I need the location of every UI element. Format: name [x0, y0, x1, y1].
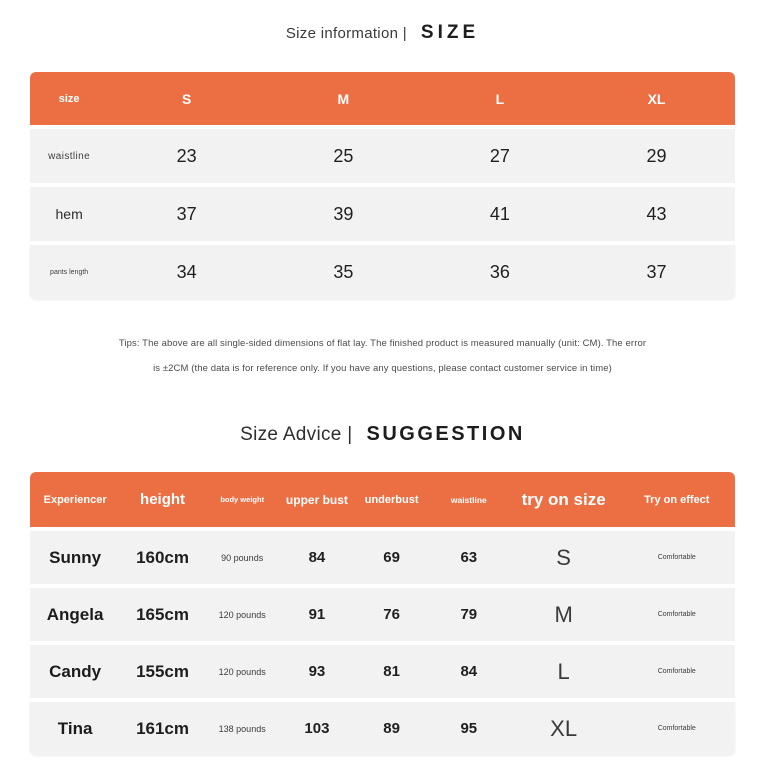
waistline-value: 95: [460, 720, 478, 737]
size-table-header-l: L: [495, 90, 505, 107]
suggestion-header-height: height: [140, 491, 186, 508]
waistline-value: 84: [460, 663, 478, 680]
suggestion-header-try-on-effect: Try on effect: [644, 493, 710, 506]
experiencer-name: Tina: [57, 718, 93, 738]
underbust-value: 76: [383, 606, 400, 623]
row-label-pants-length: pants length: [50, 268, 89, 276]
waistline-value: 79: [460, 606, 478, 623]
experiencer-weight: 120 pounds: [218, 609, 266, 620]
experiencer-weight: 120 pounds: [218, 666, 266, 677]
suggestion-header-underbust: underbust: [364, 493, 419, 506]
size-advice-title-text: Size Advice |: [240, 424, 353, 445]
upper-bust-value: 103: [304, 720, 330, 737]
try-on-size-value: M: [554, 601, 573, 627]
suggestion-header-upper-bust: upper bust: [285, 492, 348, 507]
row-label-waistline: waistline: [48, 150, 91, 162]
try-on-size-value: L: [557, 658, 570, 684]
size-info-title-text: Size information |: [285, 25, 407, 42]
size-table: [30, 72, 735, 299]
suggestion-table: [30, 472, 735, 755]
waistline-l: 27: [489, 145, 510, 166]
suggestion-row-angela: [30, 588, 735, 641]
experiencer-height: 155cm: [136, 661, 189, 681]
size-advice-title: [0, 423, 765, 446]
suggestion-header-try-on-size: try on size: [521, 489, 606, 509]
experiencer-height: 160cm: [136, 547, 189, 567]
experiencer-name: Candy: [49, 661, 102, 681]
hem-l: 41: [489, 203, 510, 224]
upper-bust-value: 91: [308, 606, 326, 623]
waistline-s: 23: [176, 145, 197, 166]
pants-length-m: 35: [333, 261, 354, 282]
size-advice-title-caps: SUGGESTION: [366, 423, 525, 445]
experiencer-weight: 138 pounds: [218, 723, 266, 734]
pants-length-s: 34: [176, 261, 197, 282]
size-table-header-m: M: [337, 90, 350, 107]
pants-length-l: 36: [489, 261, 510, 282]
size-table-header-xl: XL: [647, 90, 666, 107]
waistline-value: 63: [460, 549, 478, 566]
try-on-size-value: S: [556, 544, 571, 570]
try-on-effect-value: Comfortable: [657, 611, 696, 618]
tips-line-2: is ±2CM (the data is for reference only. If you have any questions, please contact customer service in time): [153, 363, 612, 374]
suggestion-header-experiencer: Experiencer: [43, 493, 107, 506]
hem-m: 39: [333, 203, 354, 224]
waistline-m: 25: [333, 145, 354, 166]
size-table-row-pants-length: [30, 245, 735, 299]
suggestion-row-tina: [30, 702, 735, 755]
upper-bust-value: 84: [308, 549, 326, 566]
suggestion-table-header-row: [30, 472, 735, 527]
hem-xl: 43: [646, 203, 667, 224]
try-on-size-value: XL: [550, 715, 578, 741]
size-table-row-waistline: [30, 129, 735, 183]
suggestion-header-waistline: waistline: [450, 494, 487, 505]
tips-text: [0, 331, 765, 381]
try-on-effect-value: Comfortable: [657, 668, 696, 675]
upper-bust-value: 93: [308, 663, 326, 680]
suggestion-header-body-weight: body weight: [220, 495, 265, 504]
underbust-value: 69: [383, 549, 400, 566]
size-table-header-size: size: [58, 92, 80, 105]
size-info-title: [0, 0, 765, 44]
pants-length-xl: 37: [646, 261, 667, 282]
experiencer-height: 165cm: [136, 604, 189, 624]
size-table-header-s: S: [182, 90, 192, 107]
suggestion-row-sunny: [30, 531, 735, 584]
hem-s: 37: [176, 203, 197, 224]
tips-line-1: Tips: The above are all single-sided dimensions of flat lay. The finished product is measured manually (unit: CM). The error: [118, 338, 647, 349]
try-on-effect-value: Comfortable: [657, 725, 696, 732]
experiencer-height: 161cm: [136, 718, 189, 738]
experiencer-weight: 90 pounds: [221, 552, 264, 563]
waistline-xl: 29: [646, 145, 667, 166]
underbust-value: 89: [383, 720, 400, 737]
suggestion-row-candy: [30, 645, 735, 698]
try-on-effect-value: Comfortable: [657, 554, 696, 561]
experiencer-name: Sunny: [49, 547, 102, 567]
underbust-value: 81: [383, 663, 400, 680]
row-label-hem: hem: [55, 206, 83, 222]
size-table-row-hem: [30, 187, 735, 241]
experiencer-name: Angela: [46, 604, 104, 624]
size-info-title-caps: SIZE: [420, 22, 480, 43]
size-table-header-row: [30, 72, 735, 125]
